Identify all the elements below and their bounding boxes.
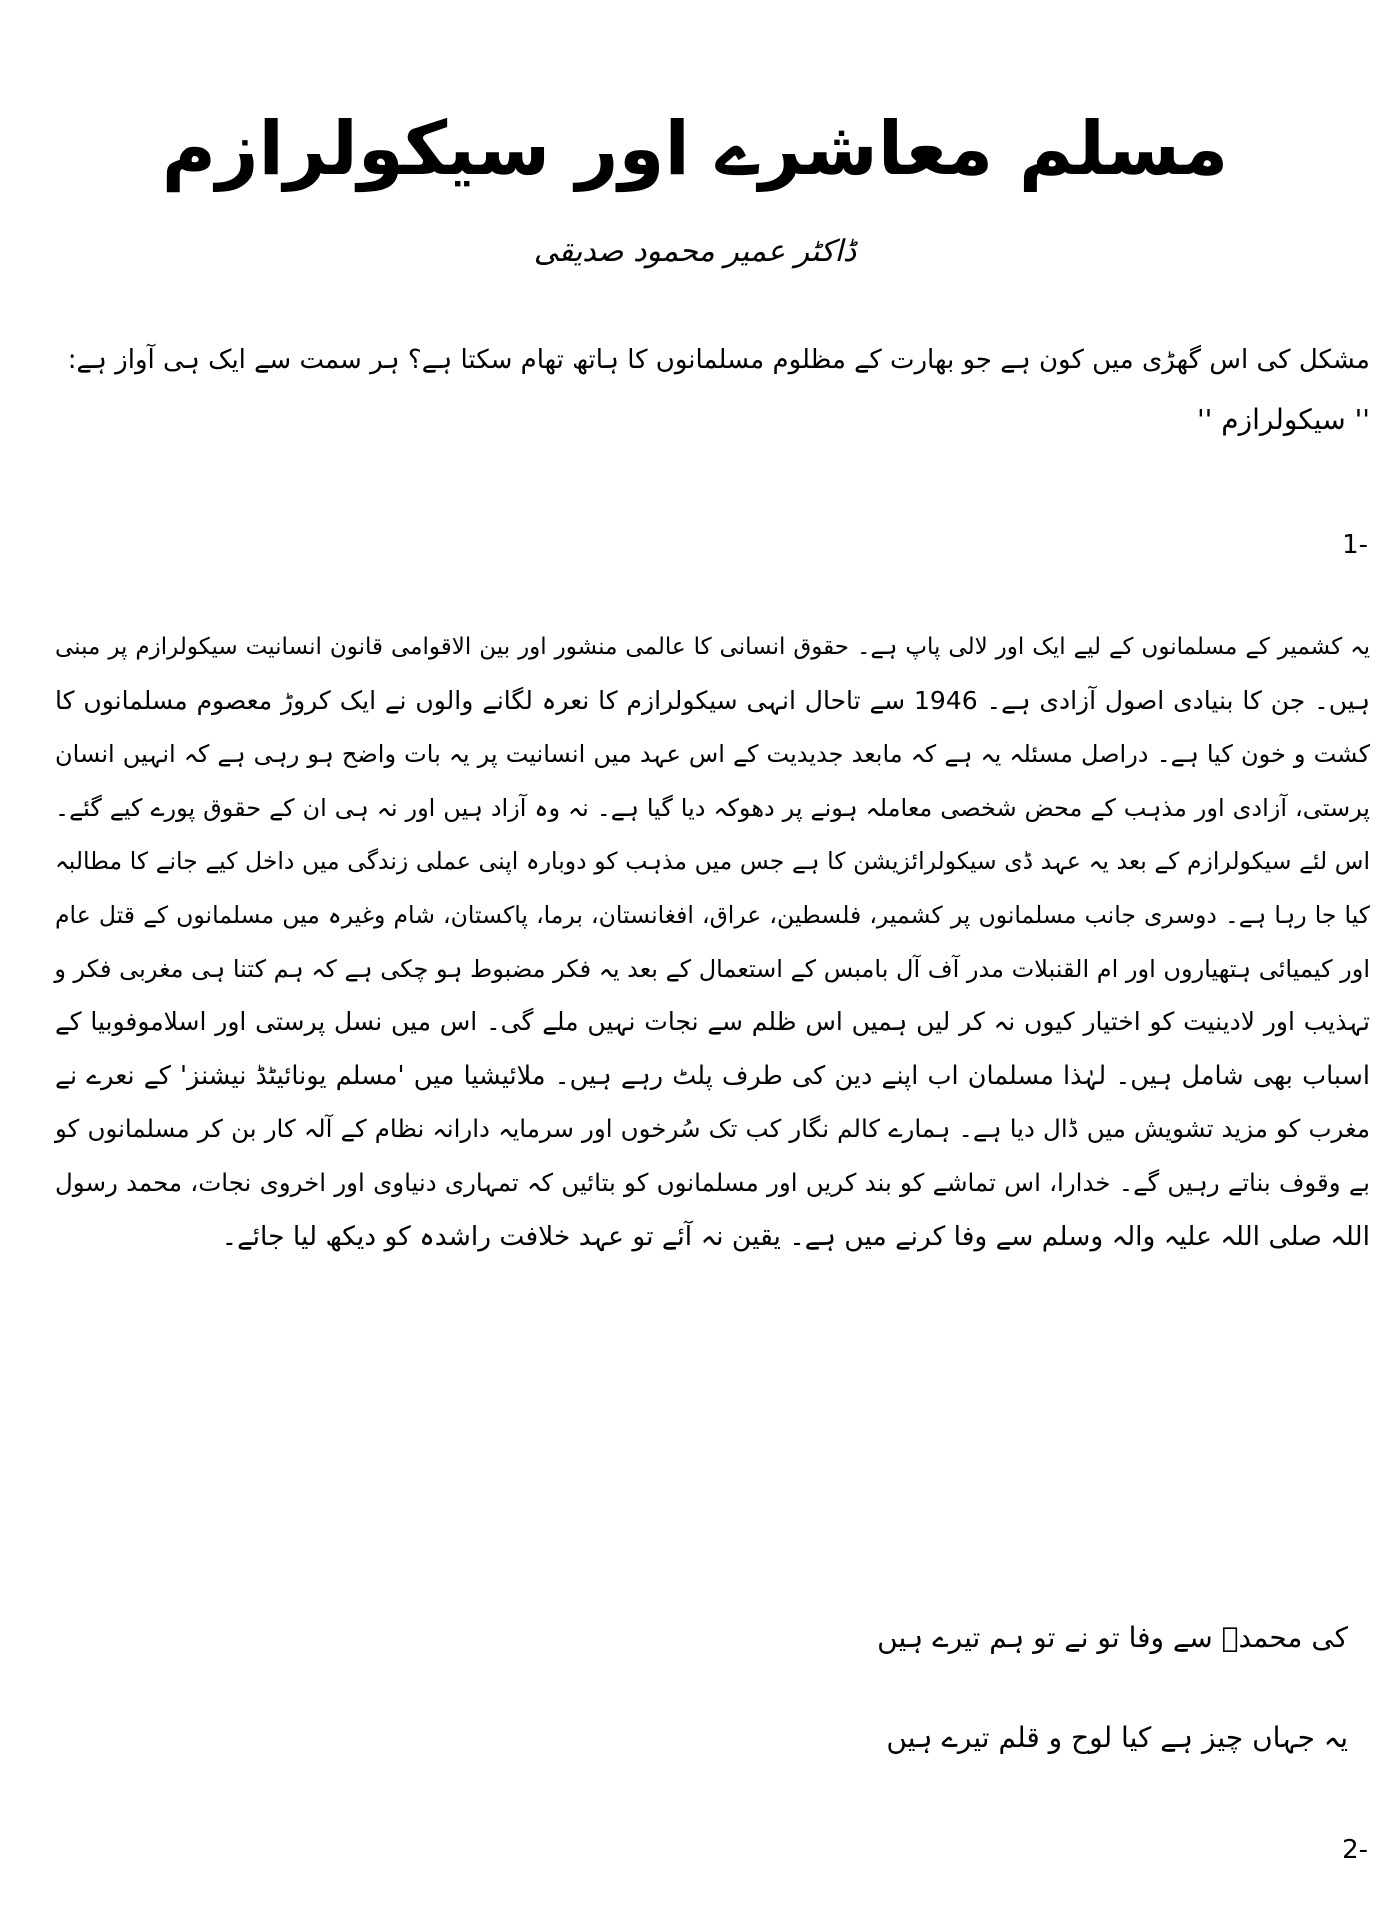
body-line: اللہ صلی اللہ علیہ والہ وسلم سے وفا کرنے میں ہے۔ یقین نہ آئے تو عہد خلافت راشدہ کو دیکھ لیا جائے۔ <box>221 1220 1370 1252</box>
intro-line: مشکل کی اس گھڑی میں کون ہے جو بھارت کے مظلوم مسلمانوں کا ہاتھ تھام سکتا ہے؟ ہر سمت سے ایک ہی آواز ہے: <box>67 345 1370 375</box>
document-title: مسلم معاشرے اور سیکولرازم <box>161 105 1229 192</box>
body-line: پرستی، آزادی اور مذہب کے محض شخصی معاملہ ہونے پر دھوکہ دیا گیا ہے۔ نہ وہ آزاد ہیں اور نہ ہی ان کے حقوق پورے کیے گئے۔ <box>55 793 1370 822</box>
body-line: ہیں۔ جن کا بنیادی اصول آزادی ہے۔ 1946 سے تاحال انہی سیکولرازم کا نعرہ لگانے والوں نے ایک کروڑ معصوم مسلمانوں کا <box>55 685 1370 715</box>
author-name: ڈاکٹر عمیر محمود صدیقی <box>533 234 857 269</box>
verse-line-2: یہ جہاں چیز ہے کیا لوح و قلم تیرے ہیں <box>886 1721 1348 1754</box>
page-number-2: 2- <box>1342 1835 1368 1865</box>
body-line: کیا جا رہا ہے۔ دوسری جانب مسلمانوں پر کشمیر، فلسطین، عراق، افغانستان، برما، پاکستان، شام وغیرہ میں مسلمانوں کے قتل عام <box>55 900 1370 929</box>
intro-quote-line: '' سیکولرازم '' <box>1196 403 1370 436</box>
body-line: اور کیمیائی ہتھیاروں اور ام القنبلات مدر آف آل بامبس کے استعمال کے بعد یہ فکر مضبوط ہو چکی ہے کہ ہم کتنا ہی مغربی فکر و <box>54 954 1370 983</box>
body-line: بے وقوف بناتے رہیں گے۔ خدارا، اس تماشے کو بند کریں اور مسلمانوں کو بتائیں کہ تمہاری دنیاوی اور اخروی نجات، محمد رسول <box>55 1167 1370 1197</box>
body-line: تہذیب اور لادینیت کو اختیار کیوں نہ کر لیں ہمیں اس ظلم سے نجات نہیں ملے گی۔ اس میں نسل پرستی اور اسلاموفوبیا کے <box>55 1007 1370 1037</box>
page-number-1: 1- <box>1342 530 1368 560</box>
intro-paragraph <box>60 330 1370 450</box>
verse-line-1: کی محمدؐ سے وفا تو نے تو ہم تیرے ہیں <box>877 1621 1348 1654</box>
body-paragraph <box>55 620 1370 1263</box>
body-line: مغرب کو مزید تشویش میں ڈال دیا ہے۔ ہمارے کالم نگار کب تک سُرخوں اور سرمایہ دارانہ نظام کے آلہ کار بن کر مسلمانوں کو <box>55 1114 1370 1144</box>
body-line: کشت و خون کیا ہے۔ دراصل مسئلہ یہ ہے کہ مابعد جدیدیت کے اس عہد میں انسانیت پر یہ بات واضح ہو رہی ہے کہ انہیں انسان <box>55 740 1370 769</box>
body-line: اسباب بھی شامل ہیں۔ لہٰذا مسلمان اب اپنے دین کی طرف پلٹ رہے ہیں۔ ملائیشیا میں 'مسلم یونائیٹڈ نیشنز' کے نعرے نے <box>55 1060 1370 1091</box>
body-line: اس لئے سیکولرازم کے بعد یہ عہد ڈی سیکولرائزیشن کا ہے جس میں مذہب کو دوبارہ اپنی عملی زندگی میں داخل کیے جانے کا مطالبہ <box>55 847 1370 876</box>
body-line: یہ کشمیر کے مسلمانوں کے لیے ایک اور لالی پاپ ہے۔ حقوق انسانی کا عالمی منشور اور بین الاقوامی قانون انسانیت سیکولرازم پر مبنی <box>55 634 1370 660</box>
